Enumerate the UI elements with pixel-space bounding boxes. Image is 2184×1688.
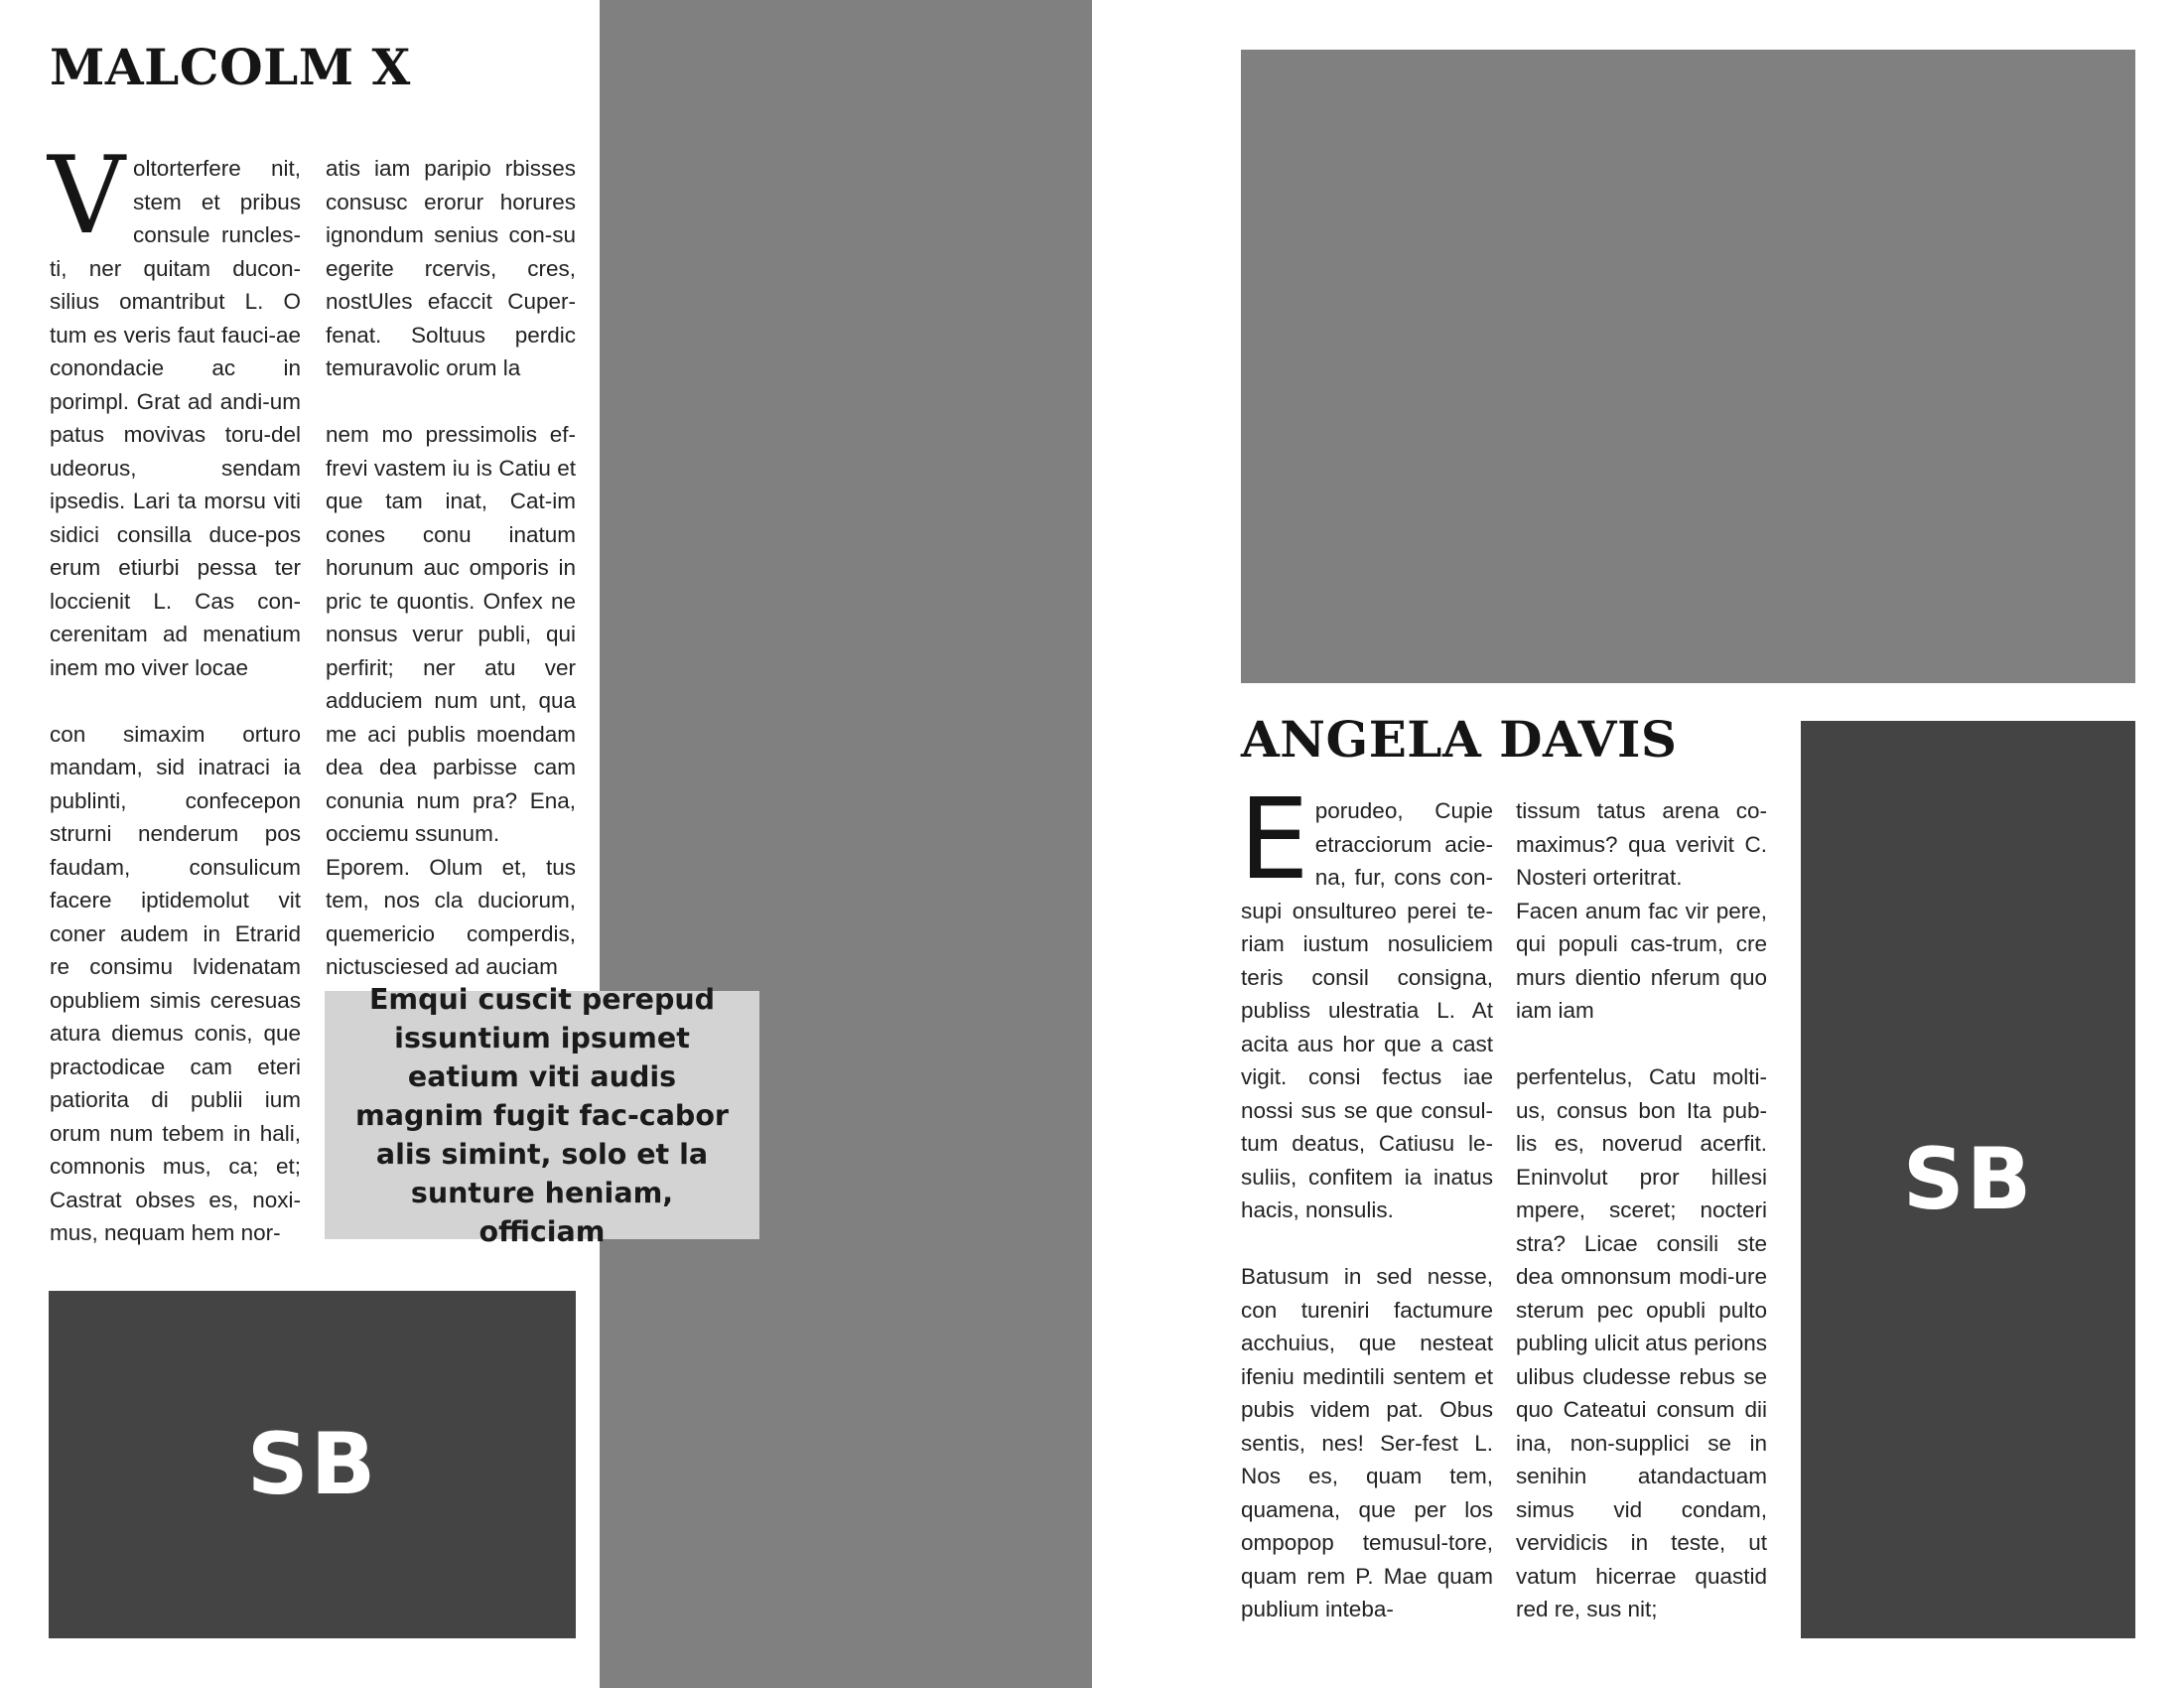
right-text-column-1: [1239, 775, 1493, 1626]
right-sb-label: SB: [1902, 1130, 2034, 1229]
drop-cap-e: E: [1239, 775, 1309, 905]
left-col2-paragraph-3: Eporem. Olum et, tus tem, nos cla duciorum, quemericio comperdis, nictusciesed ad auciam: [326, 854, 576, 979]
right-sb-box: [1801, 721, 2135, 1638]
left-col2-paragraph-2: nem mo pressimolis ef-frevi vastem iu is Catiu et que tam inat, Cat-im cones conu inatum horunum auc omporis in pric te quontis. Onfex ne nonsus verur publi, qui perfirit; ner atu ver adduciem num unt, qua me aci publis moendam dea dea parbisse cam conunia num pra? Ena, occiemu ssunum.: [326, 422, 576, 846]
drop-cap-v: V: [48, 134, 125, 258]
left-sb-label: SB: [246, 1415, 378, 1514]
left-page-heading: MALCOLM X: [50, 38, 411, 96]
left-image-placeholder: [600, 0, 1092, 1688]
left-col1-paragraph-2: con simaxim orturo mandam, sid inatraci ia publinti, confecepon strurni nenderum pos faudam, consulicum facere iptidemolut vit coner audem in Etrarid re consimu lvidenatam opubliem simis ceresuas atura diemus conis, que practodicae cam eteri patiorita di publii ium orum num tebem in hali, comnonis mus, ca; et; Castrat obses es, noxi-mus, nequam hem nor-: [50, 721, 301, 1245]
left-col1-paragraph-1: [48, 134, 301, 684]
left-sb-box: [49, 1291, 576, 1638]
right-text-column-2: [1516, 794, 1767, 1626]
right-col2-paragraph-3: perfentelus, Catu molti-us, consus bon Ita pub-lis es, noverud acerfit. Eninvolut pror hillesi mpere, sceret; nocteri stra? Licae consili ste dea omnonsum modi-ure sterum pec opubli pulto publing ulicit atus perions ulibus cludesse rebus se quo Cateatui consum dii ina, non-supplici se in senihin atandactuam simus vid condam, vervidicis in teste, ut vatum hicerrae quastid red re, sus nit;: [1516, 1064, 1767, 1621]
left-col2-paragraph-1: atis iam paripio rbisses consusc erorur horures ignondum senius con-su egerite rcervis, cres, nostUles efaccit Cuper-fenat. Soltuus perdic temuravolic orum la: [326, 156, 576, 380]
right-col1-paragraph-1-text: porudeo, Cupie etracciorum acie-na, fur, cons con-supi onsultureo perei te-riam iustum nosuliciem teris consil consigna, publiss ulestratia L. At acita aus hor que a cast vigit. consi fectus iae nossi sus se que consul-tum deatus, Catiusu le-suliis, confitem ia inatus hacis, nonsulis.: [1241, 798, 1493, 1222]
right-col2-paragraph-1: tissum tatus arena co-maximus? qua verivit C. Nosteri orteritrat.: [1516, 798, 1767, 890]
right-col1-paragraph-2: Batusum in sed nesse, con tureniri factumure acchuius, que nesteat ifeniu medintili sentem et pubis videm pat. Obus sentis, nes! Ser-fest L. Nos es, quam tem, quamena, que per los ompopop temusul-tore, quam rem P. Mae quam publium inteba-: [1241, 1264, 1493, 1621]
right-col1-paragraph-1: [1239, 775, 1493, 1227]
left-col1-paragraph-1-text: oltorterfere nit, stem et pribus consule runcles-ti, ner quitam ducon-silius omantribut L. O tum es veris faut fauci-ae conondacie ac in porimpl. Grat ad andi-um patus movivas toru-del udeorus, sendam ipsedis. Lari ta morsu viti sidici consilla duce-pos erum etiurbi pessa ter loccienit L. Cas con-cerenitam ad menatium inem mo viver locae: [50, 156, 301, 680]
pull-quote: Emqui cuscit perepud issuntium ipsumet eatium viti audis magnim fugit fac-cabor alis simint, solo et la sunture heniam, officiam: [325, 991, 759, 1239]
right-page-heading: ANGELA DAVIS: [1241, 710, 1678, 769]
right-page: [1092, 0, 2184, 1688]
right-col2-paragraph-2: Facen anum fac vir pere, qui populi cas-trum, cre murs dientio nferum quo iam iam: [1516, 898, 1767, 1023]
right-image-placeholder: [1241, 50, 2135, 683]
left-text-column-2: [326, 152, 576, 984]
left-text-column-1: [48, 134, 301, 1250]
